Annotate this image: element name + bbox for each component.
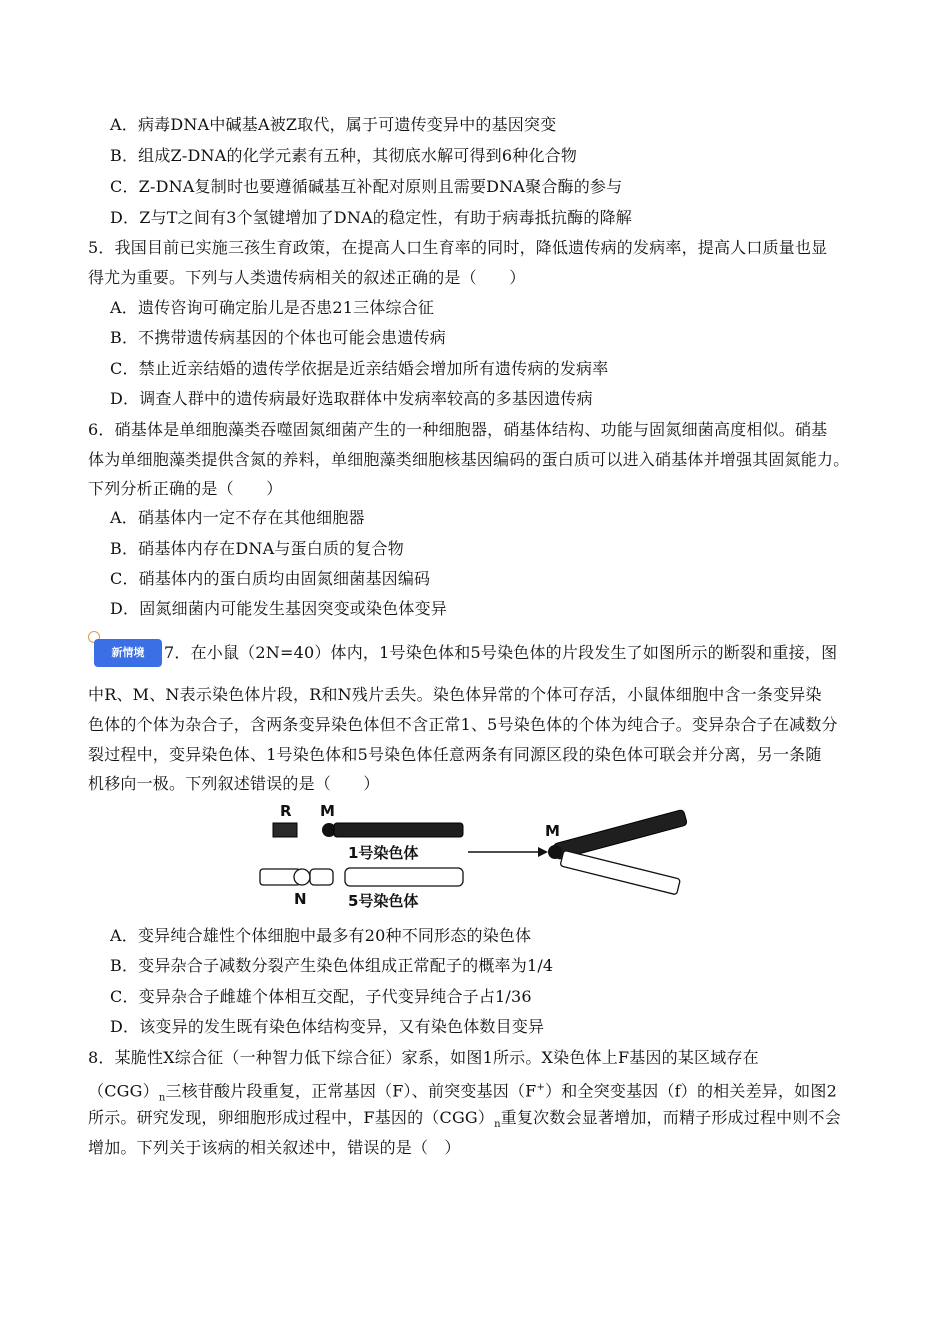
q6-stem-line-3: 下列分析正确的是（ ） [88,479,283,498]
chromosome-diagram [250,800,700,915]
q6-option-c: C．硝基体内的蛋白质均由固氮细菌基因编码 [110,569,431,588]
q7-stem-line-3: 色体的个体为杂合子，含两条变异染色体但不含正常1、5号染色体的个体为纯合子。变异杂合子在减数分 [88,715,838,734]
q8-stem-line-3: 所示。研究发现，卵细胞形成过程中，F基因的$(CGG)_n$重复次数会显著增加，而精子形成过程中则不会 [88,1108,841,1131]
q7-option-a: A．变异纯合雄性个体细胞中最多有20种不同形态的染色体 [110,926,532,945]
q6-stem-line-2: 体为单细胞藻类提供含氮的养料，单细胞藻类细胞核基因编码的蛋白质可以进入硝基体并增强其固氮能力。 [88,450,850,469]
q7-stem-line-5: 机移向一极。下列叙述错误的是（ ） [88,774,380,793]
q4-option-b: B．组成Z-DNA的化学元素有五种，其彻底水解可得到6种化合物 [110,146,578,165]
label-m: M [320,802,335,820]
label-r: R [280,802,292,820]
label-m-fused: M [545,822,560,840]
q5-stem-line-2: 得尤为重要。下列与人类遗传病相关的叙述正确的是（ ） [88,268,526,287]
new-context-badge: 新情境 [94,639,162,667]
q8-stem-line-1: 8．某脆性X综合征（一种智力低下综合征）家系，如图1所示。X染色体上F基因的某区域存在 [88,1048,759,1067]
segment-n-right [310,869,333,885]
q7-option-b: B．变异杂合子减数分裂产生染色体组成正常配子的概率为1/4 [110,956,554,975]
chromosome-diagram-svg [250,800,700,915]
q6-option-d: D．固氮细菌内可能发生基因突变或染色体变异 [110,599,448,618]
centromere-n [294,869,310,885]
chromosome-5-bar [345,868,463,886]
q5-option-d: D．调查人群中的遗传病最好选取群体中发病率较高的多基因遗传病 [110,389,593,408]
segment-r [273,823,297,837]
q5-option-c: C．禁止近亲结婚的遗传学依据是近亲结婚会增加所有遗传病的发病率 [110,359,609,378]
q7-stem-line-1: 7．在小鼠（2N=40）体内，1号染色体和5号染色体的片段发生了如图所示的断裂和重接，图 [164,643,838,662]
chromosome-1-bar [334,823,463,837]
q7-stem-line-4: 裂过程中，变异染色体、1号染色体和5号染色体任意两条有同源区段的染色体可联会并分离，另一条随 [88,745,822,764]
label-chromosome-5: 5号染色体 [348,892,419,910]
q5-option-a: A．遗传咨询可确定胎儿是否患21三体综合征 [110,298,435,317]
label-n: N [294,890,307,908]
fused-centromere [548,845,562,859]
q6-option-b: B．硝基体内存在DNA与蛋白质的复合物 [110,539,404,558]
label-chromosome-1: 1号染色体 [348,844,419,862]
arrow-head [538,847,548,857]
q7-option-d: D．该变异的发生既有染色体结构变异，又有染色体数目变异 [110,1017,545,1036]
q4-option-d: D．Z与T之间有3个氢键增加了DNA的稳定性，有助于病毒抵抗酶的降解 [110,208,632,227]
q6-option-a: A．硝基体内一定不存在其他细胞器 [110,508,365,527]
q6-stem-line-1: 6．硝基体是单细胞藻类吞噬固氮细菌产生的一种细胞器，硝基体结构、功能与固氮细菌高度相似。硝基 [88,420,828,439]
q5-stem-line-1: 5．我国目前已实施三孩生育政策，在提高人口生育率的同时，降低遗传病的发病率，提高人口质量也显 [88,238,828,257]
q8-stem-line-4: 增加。下列关于该病的相关叙述中，错误的是（ ） [88,1138,461,1157]
q4-option-a: A．病毒DNA中碱基A被Z取代，属于可遗传变异中的基因突变 [110,115,557,134]
q7-option-c: C．变异杂合子雌雄个体相互交配，子代变异纯合子占1/36 [110,987,532,1006]
fused-chromosome-lower [560,850,680,895]
q4-option-c: C．Z-DNA复制时也要遵循碱基互补配对原则且需要DNA聚合酶的参与 [110,177,623,196]
q8-stem-line-2: $(CGG)_n$三核苷酸片段重复，正常基因（F）、前突变基因（F+）和全突变基因（f）的相关差异，如图2 [88,1081,837,1104]
q7-stem-line-2: 中R、M、N表示染色体片段，R和N残片丢失。染色体异常的个体可存活，小鼠体细胞中含一条变异染 [88,685,822,704]
q5-option-b: B．不携带遗传病基因的个体也可能会患遗传病 [110,328,446,347]
